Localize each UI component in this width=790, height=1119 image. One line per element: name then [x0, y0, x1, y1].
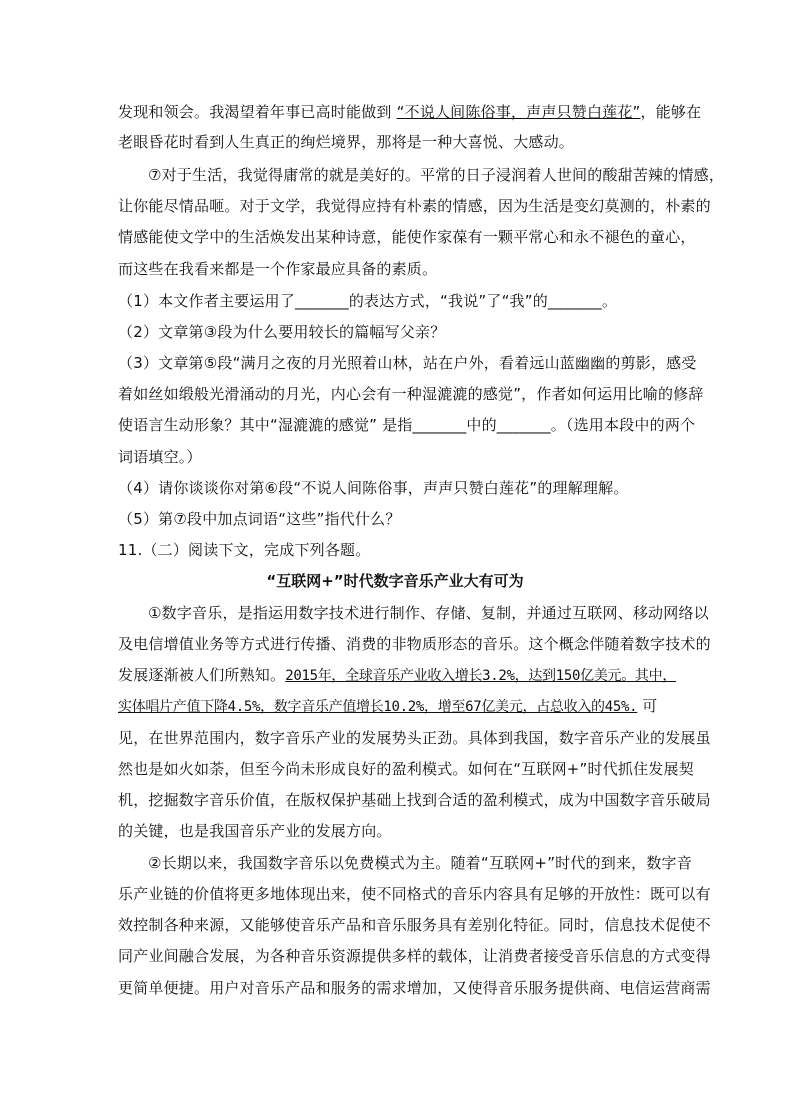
paragraph-2-line-4: 同产业间融合发展，为各种音乐资源提供多样的载体，让消费者接受音乐信息的方式变得	[118, 947, 711, 965]
question-1: （1）本文作者主要运用了_______的表达方式，“我说”了“我”的_______。	[118, 292, 618, 310]
paragraph-2-line-3: 效控制各种来源，又能够使音乐产品和音乐服务具有差别化特征。同时，信息技术促使不	[118, 916, 711, 934]
prev-paragraph-line-2: 老眼昏花时看到人生真正的绚烂境界，那将是一种大喜悦、大感动。	[118, 133, 575, 151]
underlined-quote: “不说人间陈俗事，声声只赞白莲花”	[396, 103, 641, 121]
paragraph-1-line-2: 及电信增值业务等方式进行传播、消费的非物质形态的音乐。这个概念伴随着数字技术的	[118, 635, 711, 653]
prev-paragraph-line-1	[118, 101, 701, 123]
underlined-statistics: 2015年，全球音乐产业收入增长3.2%，达到150亿美元。其中，	[285, 668, 677, 684]
question-5: （5）第⑦段中加点词语“这些”指代什么？	[118, 510, 401, 528]
text-run: ，能够在	[640, 103, 702, 121]
paragraph-7-line-2: 让你能尽情品咂。对于文学，我觉得应持有朴素的情感，因为生活是变幻莫测的，朴素的	[118, 197, 711, 215]
question-4: （4）请你谈谈你对第⑥段“不说人间陈俗事，声声只赞白莲花”的理解理解。	[118, 479, 629, 497]
paragraph-2-line-1: ②长期以来，我国数字音乐以免费模式为主。随着“互联网+”时代的到来，数字音	[148, 854, 692, 872]
paragraph-1-line-4	[118, 695, 657, 718]
question-3-line-3: 使语言生动形象？其中“湿漉漉的感觉” 是指_______中的_______。（选用本段中的两个	[118, 416, 696, 434]
question-3-line-4: 词语填空。）	[118, 448, 202, 466]
text-run: 发展逐渐被人们所熟知。	[118, 666, 286, 684]
question-3-line-2: 着如丝如缎般光滑涌动的月光，内心会有一种湿漉漉的感觉”，作者如何运用比喻的修辞	[118, 385, 704, 403]
paragraph-7-line-4: 而这些在我看来都是一个作家最应具备的素质。	[118, 260, 438, 278]
question-2: （2）文章第③段为什么要用较长的篇幅写父亲？	[118, 323, 446, 341]
paragraph-1-line-6: 然也是如火如荼，但至今尚未形成良好的盈利模式。如何在“互联网+”时代抓住发展契	[118, 760, 694, 778]
underlined-statistics: 实体唱片产值下降4.5%，数字音乐产值增长10.2%，增至67亿美元，占总收入的45%.	[118, 699, 638, 715]
paragraph-7-line-1: ⑦对于生活，我觉得庸常的就是美好的。平常的日子浸润着人世间的酸甜苦辣的情感，	[148, 166, 725, 184]
paragraph-1-line-7: 机，挖掘数字音乐价值，在版权保护基础上找到合适的盈利模式，成为中国数字音乐破局	[118, 791, 711, 809]
paragraph-1-line-8: 的关键，也是我国音乐产业的发展方向。	[118, 822, 392, 840]
paragraph-1-line-3	[118, 664, 676, 687]
paragraph-7-line-3: 情感能使文学中的生活焕发出某种诗意，能使作家葆有一颗平常心和永不褪色的童心，	[118, 228, 696, 246]
text-run: 可	[637, 697, 658, 715]
section-heading: 11.（二）阅读下文，完成下列各题。	[118, 541, 371, 559]
paragraph-1-line-5: 见，在世界范围内，数字音乐产业的发展势头正劲。具体到我国，数字音乐产业的发展虽	[118, 729, 711, 747]
paragraph-2-line-2: 乐产业链的价值将更多地体现出来，使不同格式的音乐内容具有足够的开放性：既可以有	[118, 885, 711, 903]
paragraph-2-line-5: 更简单便捷。用户对音乐产品和服务的需求增加，又使得音乐服务提供商、电信运营商需	[118, 979, 711, 997]
article-title: “互联网+”时代数字音乐产业大有可为	[266, 572, 524, 590]
question-3-line-1: （3）文章第⑤段“满月之夜的月光照着山林，站在户外，看着远山蓝幽幽的剪影，感受	[118, 354, 697, 372]
text-run: 发现和领会。我渴望着年事已高时能做到	[118, 103, 397, 121]
paragraph-1-line-1: ①数字音乐，是指运用数字技术进行制作、存储、复制，并通过互联网、移动网络以	[148, 604, 709, 622]
